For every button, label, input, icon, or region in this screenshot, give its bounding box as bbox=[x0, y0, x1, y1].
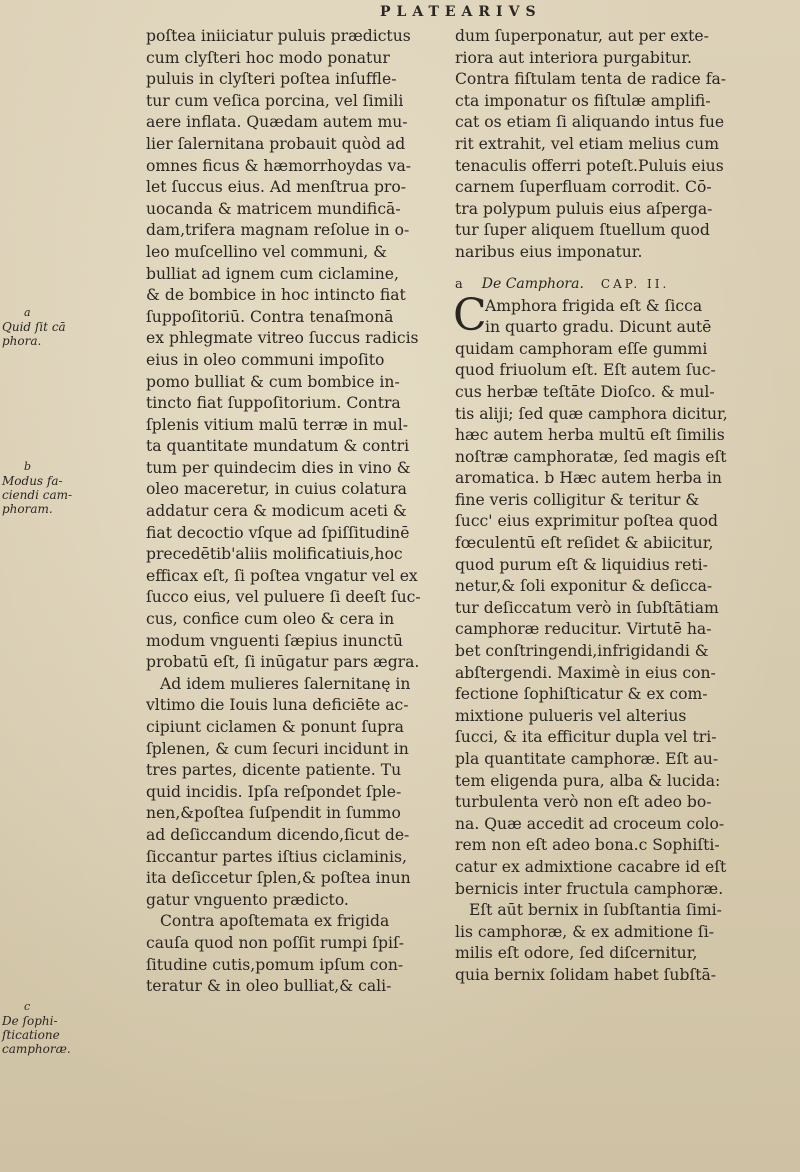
text-line: noſtræ camphoratæ, ſed magis eſt bbox=[455, 447, 727, 466]
text-line: ſplenis vitium malū terræ in mul- bbox=[146, 415, 408, 434]
text-line: modum vnguenti ſæpius inunctū bbox=[146, 631, 403, 650]
text-line: oleo maceretur, in cuius colatura bbox=[146, 480, 407, 499]
text-line: tincto fiat ſuppoſitorium. Contra bbox=[146, 394, 401, 413]
text-line: camphoræ reducitur. Virtutē ha- bbox=[455, 620, 712, 639]
margin-note-text: De ſophi- ſticatione camphoræ. bbox=[2, 1014, 71, 1056]
text-line: ta quantitate mundatum & contri bbox=[146, 437, 410, 456]
right-column-continuation bbox=[455, 26, 793, 264]
margin-note-letter: b bbox=[24, 460, 32, 473]
text-line: ad deſiccandum dicendo,ſicut de- bbox=[146, 825, 410, 844]
text-line: nen,&poſtea ſuſpendit in ſummo bbox=[146, 804, 401, 823]
text-line: carnem ſuperfluam corrodit. Cō- bbox=[455, 178, 712, 197]
text-line: fiat decoctio vſque ad ſpiſſitudinē bbox=[146, 523, 410, 542]
text-line: in quarto gradu. Dicunt autē bbox=[485, 318, 712, 337]
text-line: Contra apoſtemata ex frigida bbox=[160, 912, 390, 931]
margin-note-sophisticatione bbox=[2, 1000, 82, 1056]
right-text-column bbox=[455, 26, 793, 987]
text-line: tenaculis offerri poteſt.Puluis eius bbox=[455, 156, 724, 175]
text-line: fœculentū eſt reſidet & abiicitur, bbox=[455, 534, 714, 553]
text-line: tres partes, dicente patiente. Tu bbox=[146, 761, 402, 780]
text-line: cauſa quod non poſſit rumpi ſpiſ- bbox=[146, 933, 404, 952]
text-line: ſitudine cutis,pomum ipſum con- bbox=[146, 955, 404, 974]
text-line: ſucci, & ita efficitur dupla vel tri- bbox=[455, 728, 717, 747]
running-head: PLATEARIVS bbox=[380, 4, 542, 20]
chapter-body bbox=[453, 289, 793, 987]
text-line: Ad idem mulieres ſalernitanę in bbox=[160, 674, 411, 693]
text-line: tra polypum puluis eius aſperga- bbox=[455, 199, 713, 218]
text-line: & de bombice in hoc intincto fiat bbox=[146, 286, 406, 305]
chapter-number: CAP. II. bbox=[600, 276, 670, 291]
text-line: teratur & in oleo bulliat,& cali- bbox=[146, 977, 392, 996]
text-line: abſtergendi. Maximè in eius con- bbox=[455, 663, 716, 682]
text-line: ſucco eius, vel puluere ſi deeſt ſuc- bbox=[146, 588, 421, 607]
text-line: milis eſt odore, ſed diſcernitur, bbox=[455, 944, 698, 963]
text-line: leo muſcellino vel communi, & bbox=[146, 242, 388, 261]
text-line: cipiunt ciclamen & ponunt ſupra bbox=[146, 718, 404, 736]
text-line: mixtione pulueris vel alterius bbox=[455, 706, 687, 725]
text-line: na. Quæ accedit ad croceum colo- bbox=[455, 814, 725, 833]
text-line: pla quantitate camphoræ. Eſt au- bbox=[455, 750, 719, 768]
text-line: pomo bulliat & cum bombice in- bbox=[146, 372, 400, 391]
text-line: gatur vnguento prædicto. bbox=[146, 890, 349, 909]
text-line: tur ſuper aliquem ſtuellum quod bbox=[455, 221, 710, 240]
text-line: ſucc' eius exprimitur poſtea quod bbox=[455, 512, 718, 531]
text-line: aromatica. b Hæc autem herba in bbox=[455, 469, 722, 488]
chapter-heading bbox=[455, 270, 793, 296]
text-line: quidam camphoram eſſe gummi bbox=[455, 339, 708, 358]
text-line: poſtea iniiciatur puluis prædictus bbox=[146, 27, 411, 45]
text-line: tis aliji; ſed quæ camphora dicitur, bbox=[455, 404, 728, 423]
text-line: Eſt aūt bernix in ſubſtantia ſimi- bbox=[469, 901, 722, 920]
text-line: quod purum eſt & liquidius reti- bbox=[455, 555, 708, 574]
text-line: tur deſiccatum verò in ſubſtātiam bbox=[455, 598, 719, 617]
chapter-title: De Camphora. bbox=[481, 275, 584, 292]
text-line: cus herbæ teſtāte Dioſco. & mul- bbox=[455, 382, 715, 401]
text-line: bet conſtringendi,infrigidandi & bbox=[455, 642, 709, 661]
text-line: turbulenta verò non eſt adeo bo- bbox=[455, 793, 712, 812]
margin-note-letter: c bbox=[24, 1000, 31, 1013]
text-line: quid incidis. Ipſa reſpondet ſple- bbox=[146, 782, 402, 801]
text-line: vltimo die Iouis luna deficiēte ac- bbox=[146, 696, 409, 715]
text-line: tem eligenda pura, alba & lucida: bbox=[455, 771, 721, 790]
text-line: precedētib'aliis molificatiuis,hoc bbox=[146, 545, 403, 564]
text-line: tum per quindecim dies in vino & bbox=[146, 458, 411, 477]
text-line: fine veris colligitur & teritur & bbox=[455, 490, 700, 509]
text-line: hæc autem herba multū eſt ſimilis bbox=[455, 426, 725, 445]
text-line: cta imponatur os fiſtulæ amplifi- bbox=[455, 91, 711, 110]
text-line: cum clyſteri hoc modo ponatur bbox=[146, 48, 390, 67]
text-line: let ſuccus eius. Ad menſtrua pro- bbox=[146, 178, 407, 197]
text-line: rem non eſt adeo bona.c Sophiſti- bbox=[455, 836, 720, 855]
text-line: ita deſiccetur ſplen,& poſtea inun bbox=[146, 869, 411, 888]
text-line: omnes ficus & hæmorrhoydas va- bbox=[146, 156, 412, 175]
drop-cap: C bbox=[453, 289, 487, 341]
text-line: quia bernix ſolidam habet ſubſtā- bbox=[455, 965, 717, 984]
margin-note-modus bbox=[2, 460, 82, 516]
text-line: ex phlegmate vitreo ſuccus radicis bbox=[146, 329, 419, 348]
text-line: Amphora frigida eſt & ſicca bbox=[485, 296, 703, 315]
text-line: addatur cera & modicum aceti & bbox=[146, 502, 407, 521]
text-line: dum ſuperponatur, aut per exte- bbox=[455, 27, 709, 45]
section-note-letter: a bbox=[455, 276, 463, 292]
text-line: riora aut interiora purgabitur. bbox=[455, 48, 692, 67]
margin-note-text: Quid ſit cā phora. bbox=[2, 320, 66, 348]
text-line: uocanda & matricem mundificā- bbox=[146, 199, 401, 218]
text-line: aere inflata. Quædam autem mu- bbox=[146, 113, 408, 132]
text-line: dam,trifera magnam reſolue in o- bbox=[146, 221, 410, 240]
text-line: ſiccantur partes iſtius ciclaminis, bbox=[146, 847, 407, 866]
left-text-column bbox=[146, 26, 448, 998]
margin-note-letter: a bbox=[24, 306, 31, 319]
text-line: fectione ſophiſticatur & ex com- bbox=[455, 685, 708, 704]
text-line: lier ſalernitana probauit quòd ad bbox=[146, 134, 406, 153]
text-line: probatū eſt, ſi inūgatur pars ægra. bbox=[146, 653, 420, 672]
text-line: lis camphoræ, & ex admitione ſi- bbox=[455, 922, 714, 941]
text-line: efficax eſt, ſi poſtea vngatur vel ex bbox=[146, 566, 418, 585]
text-line: cat os etiam ſi aliquando intus fue bbox=[455, 113, 725, 132]
text-line: ſuppoſitoriū. Contra tenaſmonā bbox=[146, 307, 394, 326]
text-line: cus, confice cum oleo & cera in bbox=[146, 610, 395, 629]
text-line: quod friuolum eſt. Eſt autem ſuc- bbox=[455, 361, 716, 380]
text-line: bulliat ad ignem cum ciclamine, bbox=[146, 264, 399, 283]
text-line: Contra fiſtulam tenta de radice fa- bbox=[455, 70, 727, 89]
margin-note-text: Modus fa- ciendi cam- phoram. bbox=[2, 474, 73, 516]
text-line: naribus eius imponatur. bbox=[455, 242, 643, 261]
text-line: ſplenen, & cum ſecuri incidunt in bbox=[146, 739, 409, 758]
text-line: eius in oleo communi impoſito bbox=[146, 350, 385, 369]
margin-note-camphora bbox=[2, 306, 82, 348]
text-line: tur cum veſica porcina, vel ſimili bbox=[146, 91, 404, 110]
text-line: rit extrahit, vel etiam melius cum bbox=[455, 134, 719, 153]
text-line: puluis in clyſteri poſtea inſuffle- bbox=[146, 70, 397, 89]
text-line: bernicis inter fructula camphoræ. bbox=[455, 879, 724, 898]
text-line: catur ex admixtione cacabre id eſt bbox=[455, 857, 727, 876]
text-line: netur,& ſoli exponitur & deſicca- bbox=[455, 577, 713, 596]
